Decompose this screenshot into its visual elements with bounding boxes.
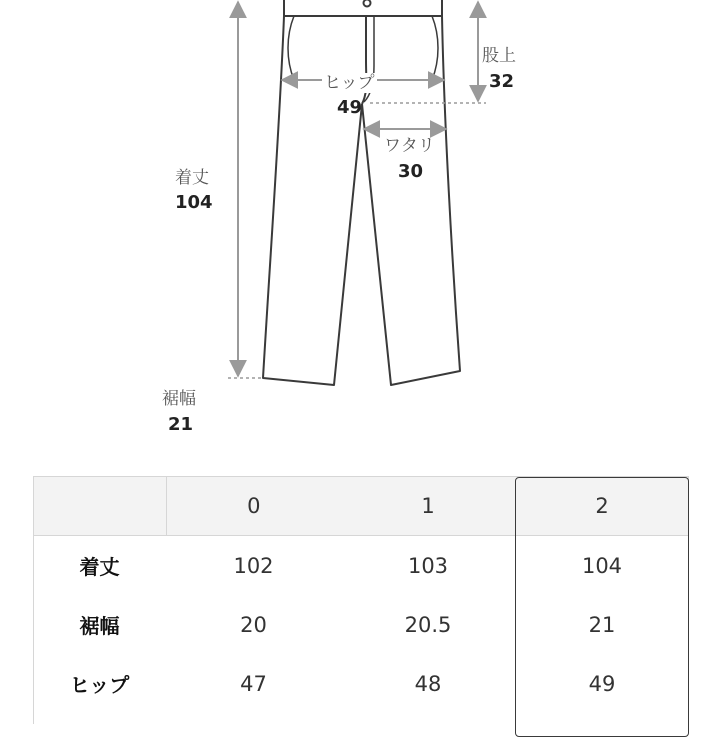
row-label: ヒップ (69, 673, 130, 697)
table-cell: 102 (233, 553, 274, 578)
thigh-value: 30 (398, 161, 424, 182)
header-corner (33, 476, 166, 536)
hip-label: ヒップ (324, 73, 375, 93)
table-cell: 21 (588, 612, 616, 637)
table-cell: 47 (240, 671, 267, 696)
table-row (33, 654, 689, 713)
hem-value: 21 (168, 414, 194, 435)
table-cell: 20.5 (404, 612, 452, 637)
table-cell: 48 (414, 671, 442, 696)
right-leg (362, 16, 460, 385)
size-table (33, 476, 689, 713)
row-label: 裾幅 (79, 614, 120, 638)
hip-value: 49 (337, 97, 363, 118)
header-size-2: 2 (515, 476, 689, 536)
left-leg (263, 16, 362, 385)
length-label: 着丈 (175, 168, 209, 188)
length-value: 104 (175, 192, 213, 213)
header-size-1: 1 (341, 476, 515, 536)
row-label: 着丈 (79, 555, 120, 579)
left-pocket (288, 16, 294, 80)
table-cell: 103 (407, 553, 449, 578)
table-cell: 49 (588, 671, 616, 696)
right-pocket (432, 16, 438, 80)
table-row (33, 595, 689, 654)
button-icon (364, 0, 371, 7)
table-cell: 104 (581, 553, 623, 578)
hem-label: 裾幅 (162, 389, 196, 409)
thigh-label: ワタリ (384, 136, 435, 156)
table-cell: 20 (240, 612, 267, 637)
header-size-0: 0 (166, 476, 341, 536)
rise-value: 32 (489, 71, 515, 92)
rise-label: 股上 (482, 46, 516, 66)
table-header-row (33, 476, 689, 536)
pants-outline (263, 0, 460, 385)
table-row (33, 536, 689, 596)
